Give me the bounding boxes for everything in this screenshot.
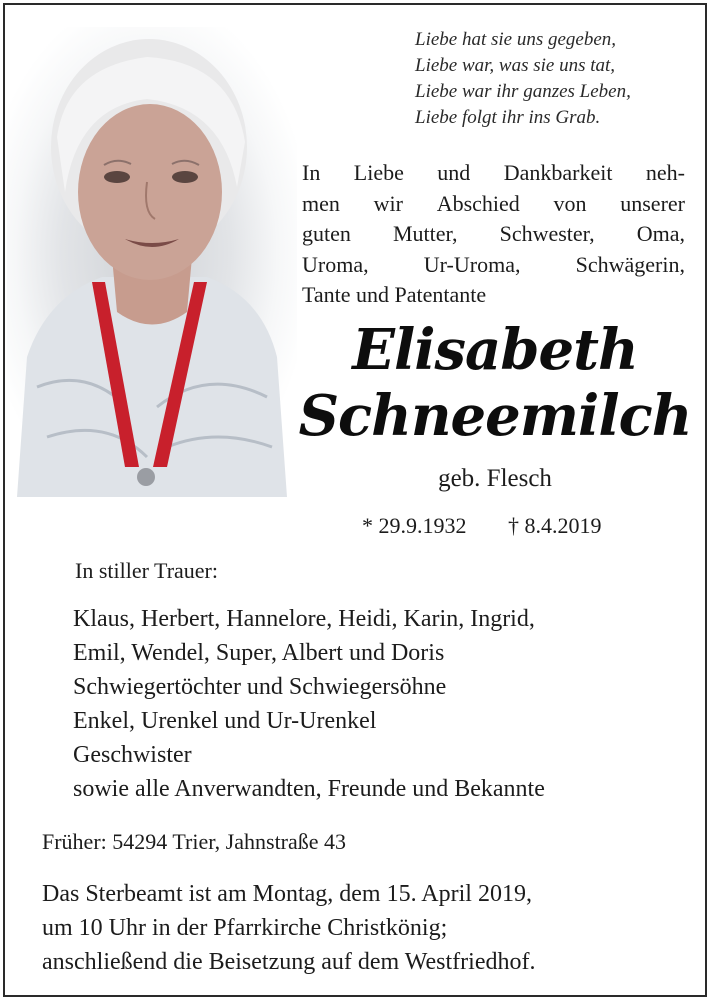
intro-word: Dankbarkeit (503, 160, 613, 185)
mourners-line: Enkel, Urenkel und Ur-Urenkel (73, 708, 377, 734)
life-dates (362, 513, 602, 539)
intro-word: Tante und Patentante (302, 282, 487, 307)
intro-line (302, 189, 685, 220)
intro-word: unserer (620, 190, 685, 216)
intro-word: Oma, (636, 221, 685, 246)
intro-word: Liebe (353, 160, 404, 185)
service-line: anschließend die Beisetzung auf dem Westfriedhof. (42, 949, 536, 975)
former-address: Früher: 54294 Trier, Jahnstraße 43 (42, 829, 347, 854)
intro-text (302, 158, 685, 311)
intro-word: neh- (645, 160, 685, 185)
poem-line: Liebe war, was sie uns tat, (415, 55, 616, 76)
poem (415, 27, 700, 131)
service-line: Das Sterbeamt ist am Montag, dem 15. April 2019, (42, 881, 532, 907)
mourners-line: Geschwister (73, 742, 192, 768)
poem-line: Liebe folgt ihr ins Grab. (415, 107, 601, 128)
intro-word: Uroma, (302, 251, 369, 277)
intro-word: Schwester, (499, 221, 595, 246)
intro-word: Schwägerin, (575, 251, 685, 277)
intro-word: von (553, 190, 587, 216)
mourners-line: Schwiegertöchter und Schwiegersöhne (73, 674, 447, 700)
maiden-name: geb. Flesch (438, 465, 552, 492)
mourners-heading: In stiller Trauer: (75, 558, 218, 583)
mourners-line: Emil, Wendel, Super, Albert und Doris (73, 640, 445, 666)
intro-line (302, 158, 685, 189)
death-date: † 8.4.2019 (508, 513, 602, 538)
deceased-last-name: Schneemilch (298, 383, 692, 449)
poem-line: Liebe hat sie uns gegeben, (415, 29, 617, 50)
service-info (42, 877, 682, 979)
deceased-first-name: Elisabeth (352, 317, 638, 383)
obituary-notice (3, 3, 707, 997)
portrait-illustration (7, 27, 297, 497)
intro-word: Ur-Uroma, (423, 251, 521, 277)
poem-line: Liebe war ihr ganzes Leben, (415, 81, 631, 102)
intro-word: Abschied (436, 190, 520, 216)
mourners-list (73, 602, 693, 806)
intro-word: guten (302, 221, 351, 246)
mourners-line: sowie alle Anverwandten, Freunde und Bekannte (73, 776, 545, 802)
portrait-photo (7, 27, 297, 497)
intro-word: Mutter, (392, 221, 458, 246)
intro-line (302, 250, 685, 281)
intro-word: und (437, 160, 471, 185)
intro-word: men (302, 190, 340, 216)
service-line: um 10 Uhr in der Pfarrkirche Christkönig; (42, 915, 448, 941)
mourners-line: Klaus, Herbert, Hannelore, Heidi, Karin, Ingrid, (73, 606, 535, 632)
intro-word: In (302, 160, 321, 185)
intro-line (302, 280, 685, 311)
birth-date: * 29.9.1932 (362, 513, 467, 538)
intro-word: wir (373, 190, 403, 216)
intro-line (302, 219, 685, 250)
